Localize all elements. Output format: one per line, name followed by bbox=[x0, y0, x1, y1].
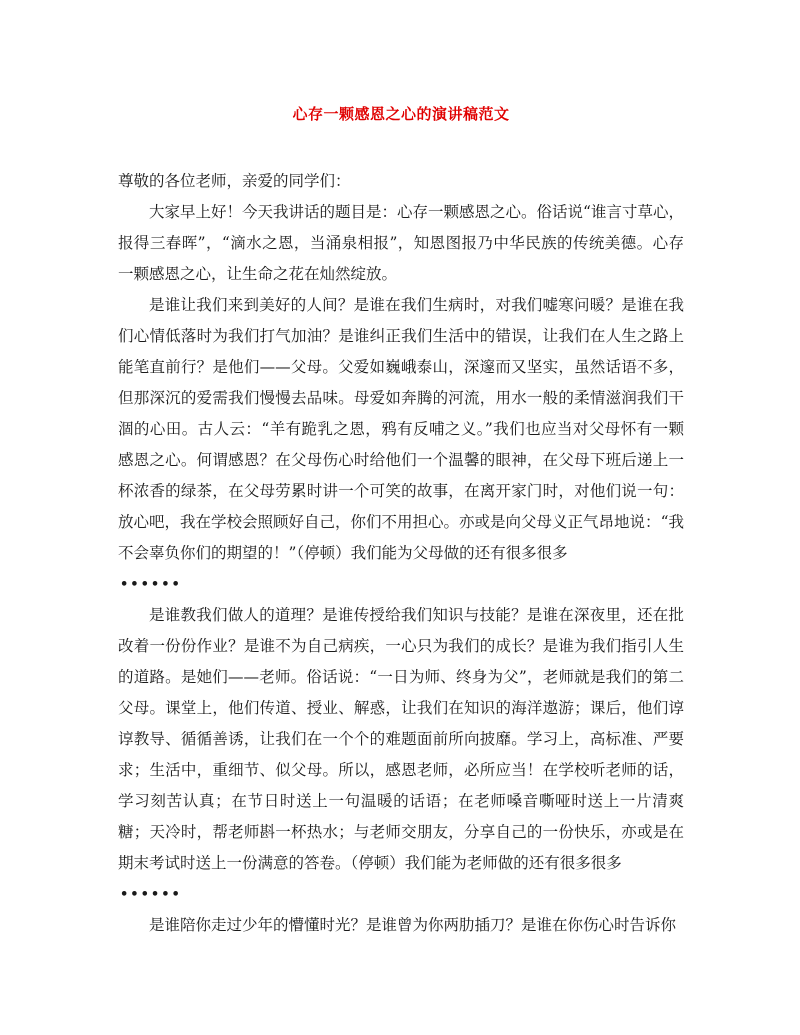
paragraph-parents: 是谁让我们来到美好的人间？是谁在我们生病时，对我们嘘寒问暖？是谁在我们心情低落时为我们打气加油？是谁纠正我们生活中的错误，让我们在人生之路上能笔直前行？是他们——父母。父爱如巍峨泰山，深邃而又坚实，虽然话语不多，但那深沉的爱需我们慢慢去品味。母爱如奔腾的河流，用水一般的柔情滋润我们干涸的心田。古人云：“羊有跪乳之恩，鸦有反哺之义。”我们也应当对父母怀有一颗感恩之心。何谓感恩？在父母伤心时给他们一个温馨的眼神，在父母下班后递上一杯浓香的绿茶，在父母劳累时讲一个可笑的故事，在离开家门时，对他们说一句：放心吧，我在学校会照顾好自己，你们不用担心。亦或是向父母义正气昂地说：“我不会辜负你们的期望的！”（停顿）我们能为父母做的还有很多很多 bbox=[118, 296, 684, 562]
ellipsis-dots: •••••• bbox=[120, 577, 182, 592]
ellipsis-dots: •••••• bbox=[120, 887, 182, 902]
paragraph-friends: 是谁陪你走过少年的懵懂时光？是谁曾为你两肋插刀？是谁在你伤心时告诉你 bbox=[149, 916, 677, 934]
salutation: 尊敬的各位老师，亲爱的同学们： bbox=[118, 172, 351, 190]
paragraph-intro: 大家早上好！今天我讲话的题目是：心存一颗感恩之心。俗话说“谁言寸草心，报得三春晖”，“滴水之恩，当涌泉相报”，知恩图报乃中华民族的传统美德。心存一颗感恩之心，让生命之花在灿然绽放。 bbox=[118, 203, 684, 283]
paragraph-teachers: 是谁教我们做人的道理？是谁传授给我们知识与技能？是谁在深夜里，还在批改着一份份作业？是谁不为自己病疾，一心只为我们的成长？是谁为我们指引人生的道路。是她们——老师。俗话说：“一日为师、终身为父”，老师就是我们的第二父母。课堂上，他们传道、授业、解惑，让我们在知识的海洋遨游；课后，他们谆谆教导、循循善诱，让我们在一个个的难题面前所向披靡。学习上，高标准、严要求；生活中，重细节、似父母。所以，感恩老师，必所应当！在学校听老师的话，学习刻苦认真；在节日时送上一句温暖的话语；在老师嗓音嘶哑时送上一片清爽糖；天冷时，帮老师斟一杯热水；与老师交朋友，分享自己的一份快乐，亦或是在期末考试时送上一份满意的答卷。（停顿）我们能为老师做的还有很多很多 bbox=[118, 606, 684, 872]
document-body bbox=[118, 166, 684, 941]
document-title: 心存一颗感恩之心的演讲稿范文 bbox=[292, 105, 510, 123]
